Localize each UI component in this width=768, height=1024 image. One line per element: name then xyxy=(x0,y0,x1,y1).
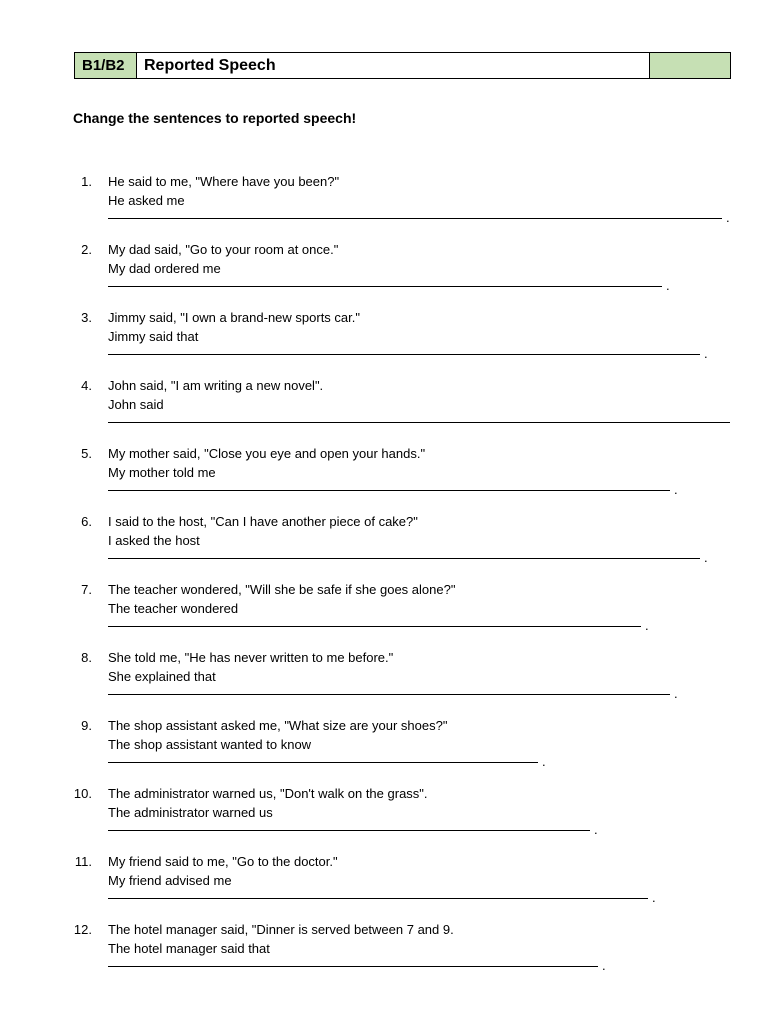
item-prompt: I said to the host, "Can I have another piece of cake?" xyxy=(108,514,418,529)
item-prompt: My mother said, "Close you eye and open your hands." xyxy=(108,446,426,461)
item-stem: My mother told me xyxy=(108,465,216,480)
item-number: 8. xyxy=(81,650,92,665)
answer-end-punctuation: . xyxy=(542,754,546,769)
answer-line[interactable] xyxy=(108,694,670,695)
exercise-item xyxy=(0,240,768,308)
answer-line[interactable] xyxy=(108,898,648,899)
item-number: 5. xyxy=(81,446,92,461)
item-prompt: He said to me, "Where have you been?" xyxy=(108,174,340,189)
exercise-item xyxy=(0,716,768,784)
item-stem: The shop assistant wanted to know xyxy=(108,737,312,752)
item-stem: She explained that xyxy=(108,669,216,684)
item-number: 11. xyxy=(74,854,92,869)
exercise-item xyxy=(0,852,768,920)
exercise-item xyxy=(0,376,768,444)
answer-line[interactable] xyxy=(108,422,730,423)
item-number: 6. xyxy=(81,514,92,529)
answer-line[interactable] xyxy=(108,830,590,831)
item-stem: He asked me xyxy=(108,193,185,208)
exercise-item xyxy=(0,308,768,376)
answer-line[interactable] xyxy=(108,558,700,559)
worksheet-title: Reported Speech xyxy=(137,53,650,78)
item-number: 9. xyxy=(81,718,92,733)
item-stem: Jimmy said that xyxy=(108,329,199,344)
answer-line[interactable] xyxy=(108,286,662,287)
item-number: 3. xyxy=(81,310,92,325)
item-number: 7. xyxy=(81,582,92,597)
answer-end-punctuation: . xyxy=(674,686,678,701)
item-number: 2. xyxy=(81,242,92,257)
item-number: 10. xyxy=(73,786,92,801)
answer-end-punctuation: . xyxy=(704,346,708,361)
answer-end-punctuation: . xyxy=(645,618,649,633)
item-prompt: The teacher wondered, "Will she be safe if she goes alone?" xyxy=(108,582,456,597)
item-prompt: She told me, "He has never written to me before." xyxy=(108,650,394,665)
item-stem: My friend advised me xyxy=(108,873,232,888)
item-number: 4. xyxy=(81,378,92,393)
item-prompt: The administrator warned us, "Don't walk on the grass". xyxy=(108,786,428,801)
exercise-item xyxy=(0,784,768,852)
item-prompt: My dad said, "Go to your room at once." xyxy=(108,242,339,257)
answer-line[interactable] xyxy=(108,354,700,355)
item-stem: I asked the host xyxy=(108,533,200,548)
answer-end-punctuation: . xyxy=(666,278,670,293)
score-box xyxy=(650,53,730,78)
item-stem: The hotel manager said that xyxy=(108,941,270,956)
exercise-item xyxy=(0,920,768,988)
answer-end-punctuation: . xyxy=(652,890,656,905)
answer-line[interactable] xyxy=(108,218,722,219)
answer-line[interactable] xyxy=(108,626,641,627)
answer-line[interactable] xyxy=(108,490,670,491)
answer-end-punctuation: . xyxy=(602,958,606,973)
answer-line[interactable] xyxy=(108,762,538,763)
item-prompt: My friend said to me, "Go to the doctor." xyxy=(108,854,338,869)
answer-end-punctuation: . xyxy=(704,550,708,565)
answer-end-punctuation: . xyxy=(674,482,678,497)
item-stem: John said xyxy=(108,397,164,412)
item-prompt: The shop assistant asked me, "What size are your shoes?" xyxy=(108,718,448,733)
item-number: 1. xyxy=(81,174,92,189)
item-stem: My dad ordered me xyxy=(108,261,221,276)
worksheet-header xyxy=(74,52,731,79)
level-label: B1/B2 xyxy=(75,53,137,78)
item-stem: The teacher wondered xyxy=(108,601,239,616)
item-stem: The administrator warned us xyxy=(108,805,273,820)
exercise-item xyxy=(0,512,768,580)
item-prompt: John said, "I am writing a new novel". xyxy=(108,378,324,393)
item-number: 12. xyxy=(73,922,92,937)
exercise-item xyxy=(0,648,768,716)
answer-end-punctuation: . xyxy=(594,822,598,837)
instruction-text: Change the sentences to reported speech! xyxy=(73,110,357,126)
exercise-item xyxy=(0,444,768,512)
exercise-item xyxy=(0,172,768,240)
answer-line[interactable] xyxy=(108,966,598,967)
item-prompt: The hotel manager said, "Dinner is served between 7 and 9. xyxy=(108,922,454,937)
item-prompt: Jimmy said, "I own a brand-new sports car." xyxy=(108,310,360,325)
exercise-item xyxy=(0,580,768,648)
answer-end-punctuation: . xyxy=(726,210,730,225)
